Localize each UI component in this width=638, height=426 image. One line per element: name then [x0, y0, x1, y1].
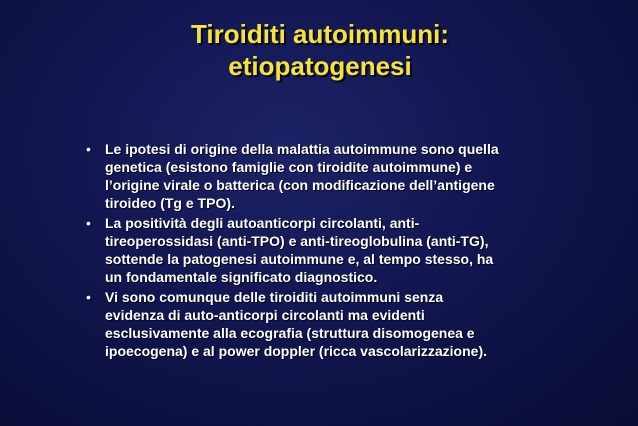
slide-title — [100, 18, 540, 82]
bullet-dot-icon: • — [86, 215, 91, 231]
bullet-line: Le ipotesi di origine della malattia autoimmune sono quella — [105, 141, 499, 157]
bullet-item-1 — [86, 140, 576, 212]
bullet-line: tireoperossidasi (anti-TPO) e anti-tireoglobulina (anti-TG), — [105, 233, 489, 249]
bullet-line: La positività degli autoanticorpi circolanti, anti- — [105, 215, 420, 231]
slide-title-line-2: etiopatogenesi — [228, 51, 412, 81]
slide-title-line-1: Tiroiditi autoimmuni: — [190, 19, 450, 49]
bullet-line: tiroideo (Tg e TPO). — [105, 195, 235, 211]
bullet-line: Vi sono comunque delle tiroiditi autoimmuni senza — [105, 289, 444, 305]
bullet-line: esclusivamente alla ecografia (struttura disomogenea e — [105, 325, 475, 341]
bullet-line: sottende la patogenesi autoimmune e, al tempo stesso, ha — [105, 251, 494, 267]
bullet-item-2 — [86, 214, 576, 286]
bullet-line: un fondamentale significato diagnostico. — [105, 269, 378, 285]
bullet-line: genetica (esistono famiglie con tiroidite autoimmune) e — [105, 159, 473, 175]
bullet-list — [86, 140, 576, 362]
bullet-item-3 — [86, 288, 576, 360]
bullet-line: l’origine virale o batterica (con modificazione dell’antigene — [105, 177, 495, 193]
bullet-line: ipoecogena) e al power doppler (ricca vascolarizzazione). — [105, 343, 487, 359]
bullet-dot-icon: • — [86, 141, 91, 157]
bullet-line: evidenza di auto-anticorpi circolanti ma evidenti — [105, 307, 425, 323]
bullet-dot-icon: • — [86, 289, 91, 305]
